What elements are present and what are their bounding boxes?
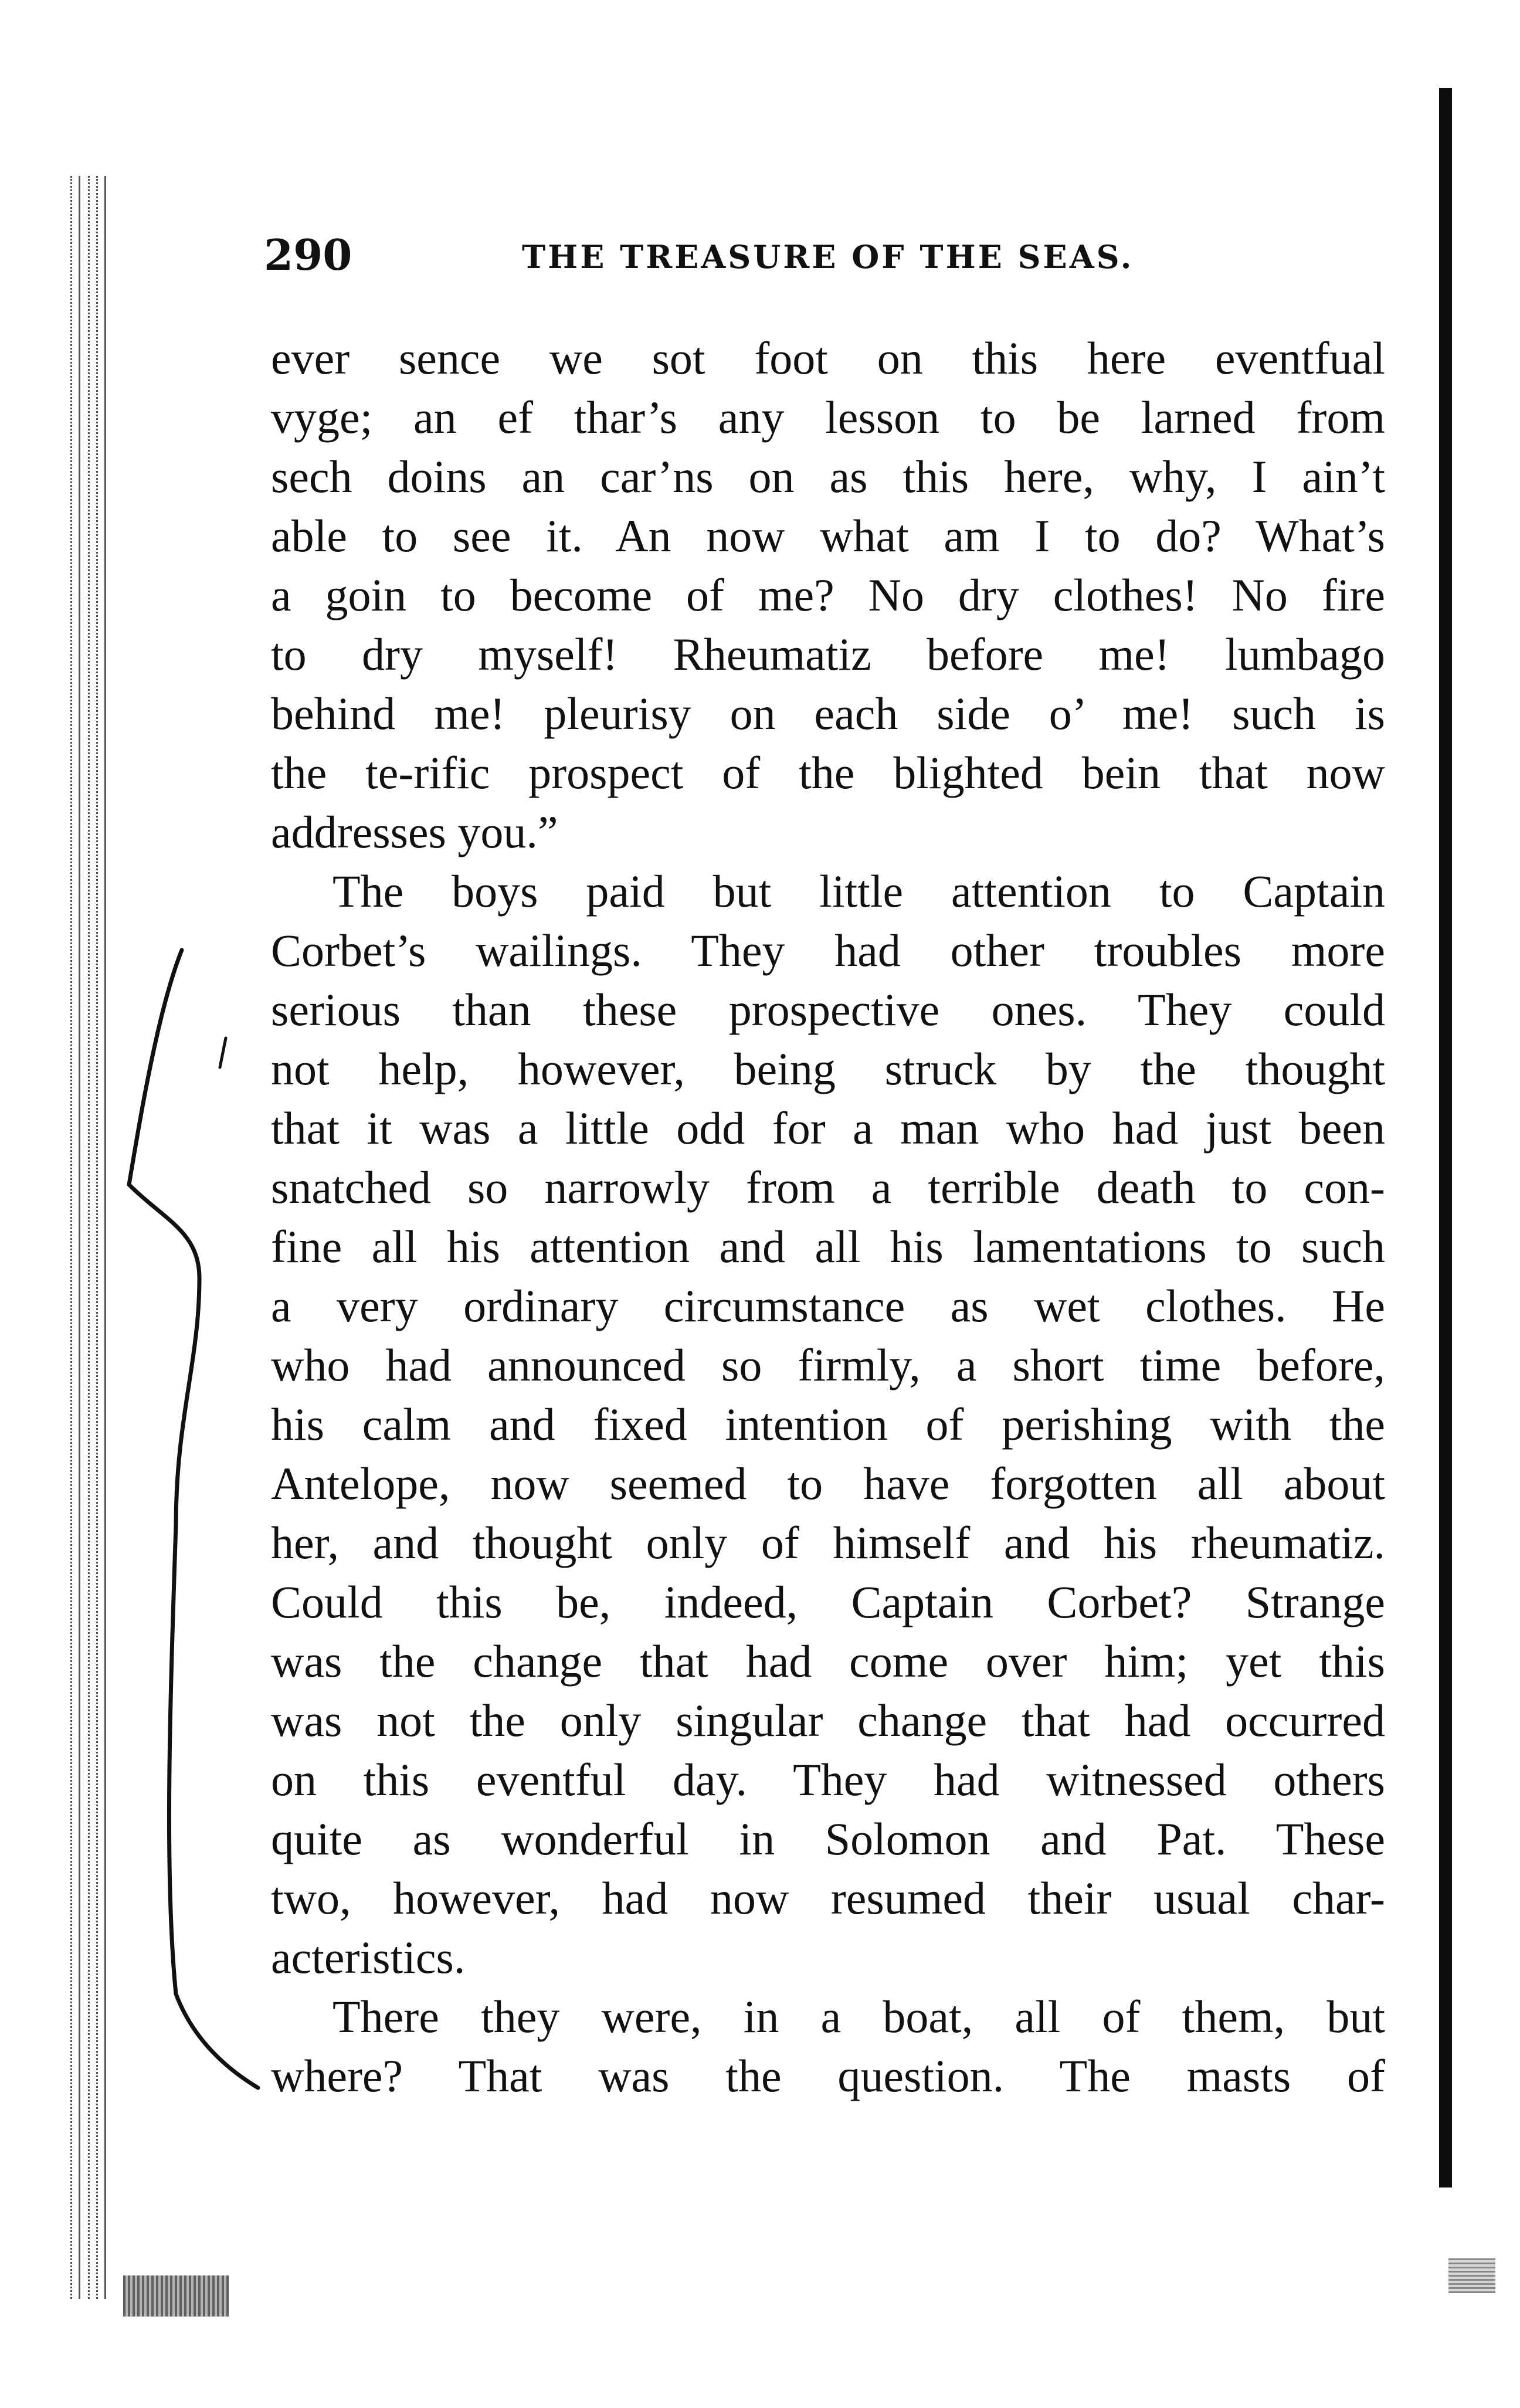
text-line: her, and thought only of himself and his rheumatiz. xyxy=(271,1517,1385,1568)
text-line: Corbet’s wailings. They had other troubles more xyxy=(271,925,1385,976)
text-line: a very ordinary circumstance as wet clothes. He xyxy=(271,1280,1385,1331)
text-line: was not the only singular change that had occurred xyxy=(271,1695,1385,1746)
handwritten-bracket-annotation xyxy=(111,938,276,2105)
text-line: the te-rific prospect of the blighted bein that now xyxy=(271,747,1385,798)
paragraph-first-line: There they were, in a boat, all of them, but xyxy=(333,1991,1385,2042)
text-line: was the change that had come over him; yet this xyxy=(271,1636,1385,1687)
running-title: THE TREASURE OF THE SEAS. xyxy=(522,238,1134,276)
text-line: behind me! pleurisy on each side o’ me! such is xyxy=(271,688,1385,739)
text-line: to dry myself! Rheumatiz before me! lumbago xyxy=(271,629,1385,680)
text-line: fine all his attention and all his lamentations to such xyxy=(271,1221,1385,1272)
text-line: serious than these prospective ones. They could xyxy=(271,984,1385,1035)
text-line: sech doins an car’ns on as this here, why, I ain’t xyxy=(271,451,1385,502)
text-line: snatched so narrowly from a terrible death to con- xyxy=(271,1162,1385,1213)
text-line: not help, however, being struck by the thought xyxy=(271,1043,1385,1094)
text-line: that it was a little odd for a man who had just been xyxy=(271,1103,1385,1154)
text-line: addresses you.” xyxy=(271,806,558,857)
text-line: where? That was the question. The masts of xyxy=(271,2050,1385,2101)
text-line: able to see it. An now what am I to do? What’s xyxy=(271,510,1385,561)
text-line: his calm and fixed intention of perishing with the xyxy=(271,1399,1385,1450)
text-line: Could this be, indeed, Captain Corbet? Strange xyxy=(271,1576,1385,1627)
running-head xyxy=(264,223,1396,287)
text-line: vyge; an ef thar’s any lesson to be larned from xyxy=(271,392,1385,443)
right-edge-rule xyxy=(1439,88,1452,2187)
text-line: Antelope, now seemed to have forgotten all about xyxy=(271,1458,1385,1509)
text-line: two, however, had now resumed their usual char- xyxy=(271,1873,1385,1924)
text-line: quite as wonderful in Solomon and Pat. These xyxy=(271,1813,1385,1864)
page-body xyxy=(271,328,1385,2105)
scan-smudge-corner xyxy=(1448,2258,1495,2293)
text-line: on this eventful day. They had witnessed others xyxy=(271,1754,1385,1805)
text-line: a goin to become of me? No dry clothes! No fire xyxy=(271,569,1385,620)
paragraph-first-line: The boys paid but little attention to Captain xyxy=(333,866,1385,917)
text-line: ever sence we sot foot on this here eventfual xyxy=(271,333,1385,384)
text-line: acteristics. xyxy=(271,1932,466,1983)
page-number: 290 xyxy=(264,230,352,280)
text-line: who had announced so firmly, a short time before, xyxy=(271,1339,1385,1390)
scan-smudge xyxy=(123,2275,229,2317)
